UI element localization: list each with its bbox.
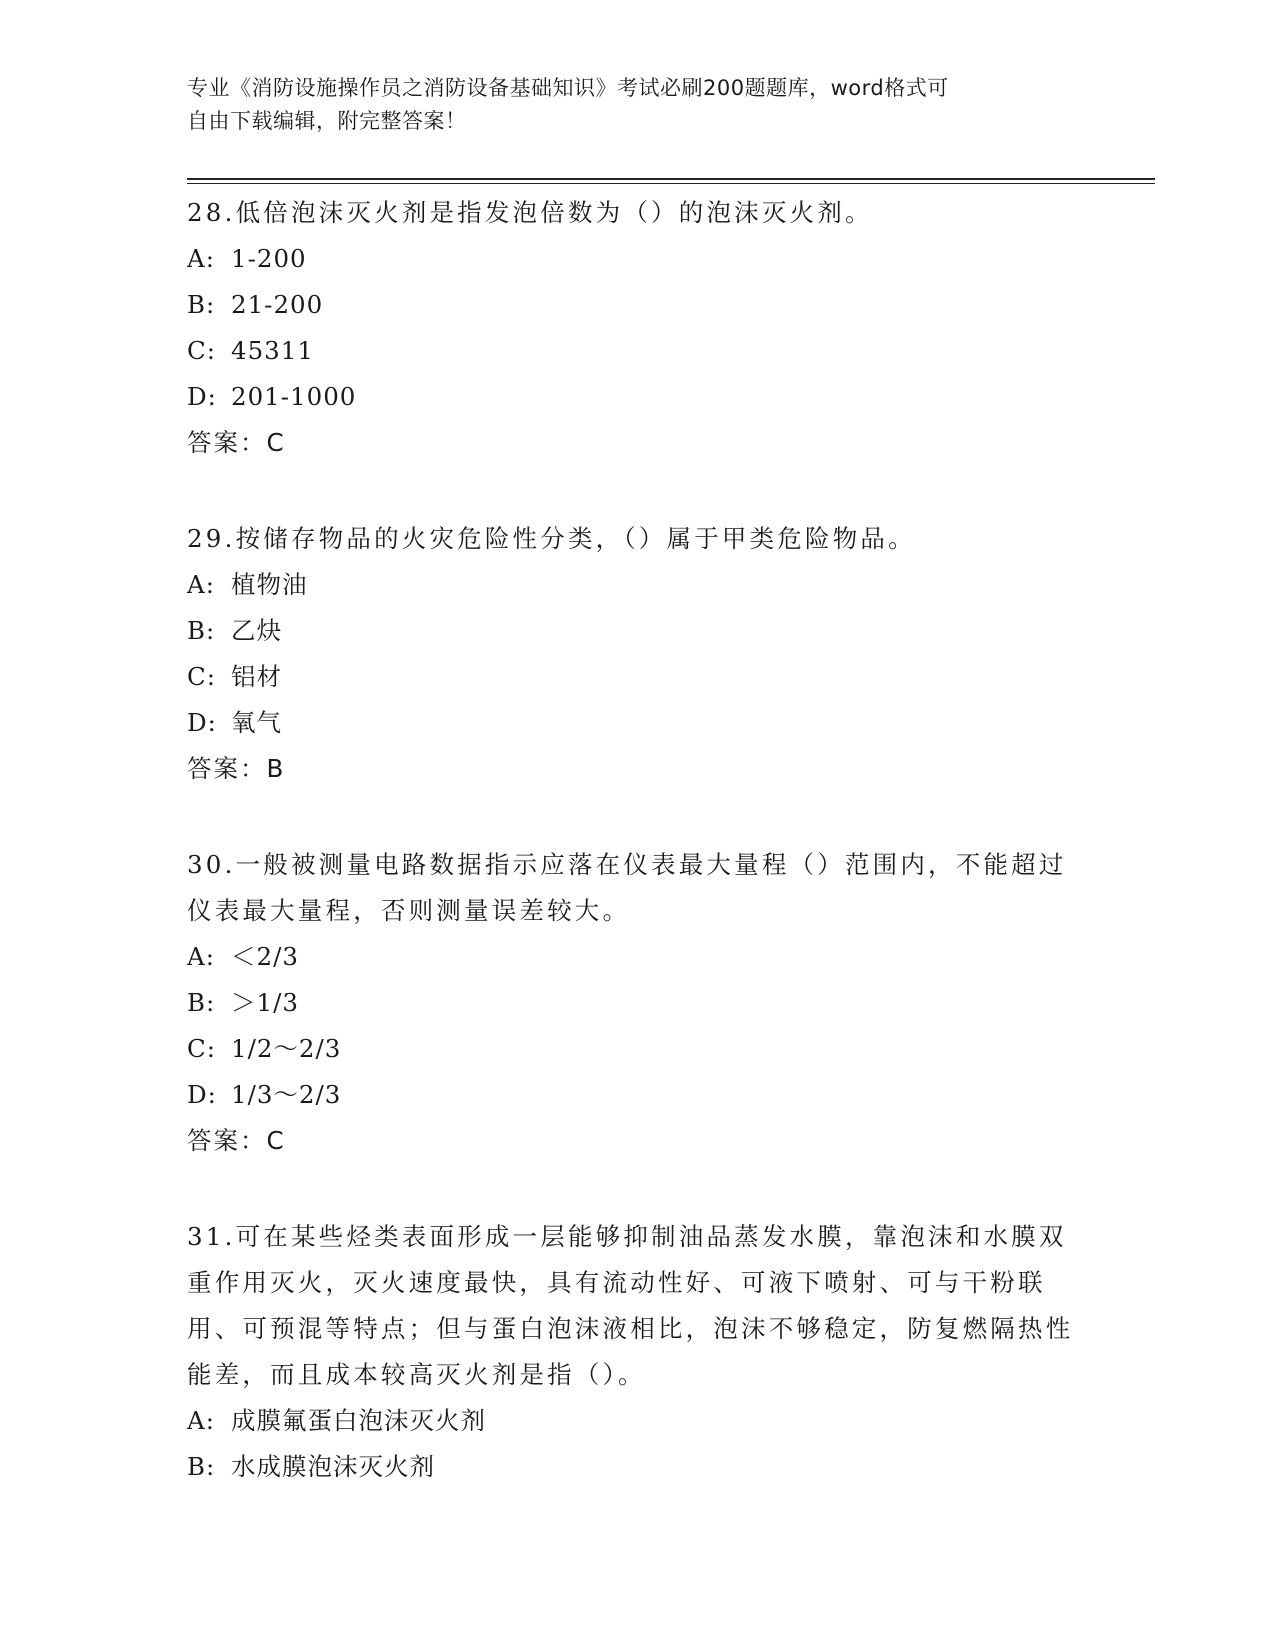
option-text: 201-1000 <box>231 382 357 411</box>
option-a <box>187 1398 1087 1444</box>
option-d <box>187 374 1087 420</box>
option-text: 乙炔 <box>231 616 282 645</box>
question-stem: 28.低倍泡沫灭火剂是指发泡倍数为（）的泡沫灭火剂。 <box>187 198 873 227</box>
option-letter: A: <box>187 244 215 273</box>
option-letter: C: <box>187 1034 217 1063</box>
option-letter: D: <box>187 1080 217 1109</box>
header-rule-thick <box>187 178 1155 180</box>
option-a <box>187 934 1087 980</box>
option-text: 1-200 <box>231 244 307 273</box>
option-text: 21-200 <box>231 290 324 319</box>
option-letter: A: <box>187 570 215 599</box>
option-d <box>187 700 1087 746</box>
option-b <box>187 608 1087 654</box>
option-b <box>187 980 1087 1026</box>
question-list <box>187 190 1087 1514</box>
option-text: ＞1/3 <box>231 988 299 1017</box>
question-28 <box>187 190 1087 466</box>
option-b <box>187 282 1087 328</box>
header-line-1: 专业《消防设施操作员之消防设备基础知识》考试必刷200题题库，word格式可 <box>187 76 949 100</box>
option-letter: B: <box>187 988 216 1017</box>
option-text: 植物油 <box>231 570 308 599</box>
option-text: ＜2/3 <box>231 942 299 971</box>
answer-line: 答案：C <box>187 428 286 457</box>
option-text: 水成膜泡沫灭火剂 <box>231 1452 435 1481</box>
option-letter: D: <box>187 382 217 411</box>
question-29 <box>187 516 1087 792</box>
option-letter: C: <box>187 662 217 691</box>
option-letter: B: <box>187 616 216 645</box>
option-letter: B: <box>187 1452 216 1481</box>
option-text: 铝材 <box>231 662 282 691</box>
option-text: 1/3～2/3 <box>231 1080 342 1109</box>
document-header <box>187 72 1067 138</box>
option-a <box>187 236 1087 282</box>
option-b <box>187 1444 1087 1490</box>
answer-line: 答案：C <box>187 1126 286 1155</box>
question-31 <box>187 1214 1087 1490</box>
option-text: 成膜氟蛋白泡沫灭火剂 <box>231 1406 486 1435</box>
option-c <box>187 328 1087 374</box>
header-rule-thin <box>187 183 1155 184</box>
option-letter: A: <box>187 942 215 971</box>
question-stem: 30.一般被测量电路数据指示应落在仪表最大量程（）范围内，不能超过仪表最大量程，否则测量误差较大。 <box>187 850 1067 925</box>
option-text: 氧气 <box>231 708 282 737</box>
option-letter: D: <box>187 708 217 737</box>
option-a <box>187 562 1087 608</box>
option-letter: A: <box>187 1406 215 1435</box>
question-stem: 31.可在某些烃类表面形成一层能够抑制油品蒸发水膜，靠泡沫和水膜双重作用灭火，灭火速度最快，具有流动性好、可液下喷射、可与干粉联用、可预混等特点；但与蛋白泡沫液相比，泡沫不够稳定，防复燃隔热性能差，而且成本较高灭火剂是指（）。 <box>187 1222 1074 1389</box>
option-text: 1/2～2/3 <box>231 1034 342 1063</box>
question-stem: 29.按储存物品的火灾危险性分类，（）属于甲类危险物品。 <box>187 524 916 553</box>
header-line-2: 自由下载编辑，附完整答案！ <box>187 109 467 133</box>
question-30 <box>187 842 1087 1164</box>
option-d <box>187 1072 1087 1118</box>
option-letter: C: <box>187 336 217 365</box>
option-c <box>187 654 1087 700</box>
option-text: 45311 <box>231 336 314 365</box>
option-letter: B: <box>187 290 216 319</box>
answer-line: 答案：B <box>187 754 286 783</box>
option-c <box>187 1026 1087 1072</box>
